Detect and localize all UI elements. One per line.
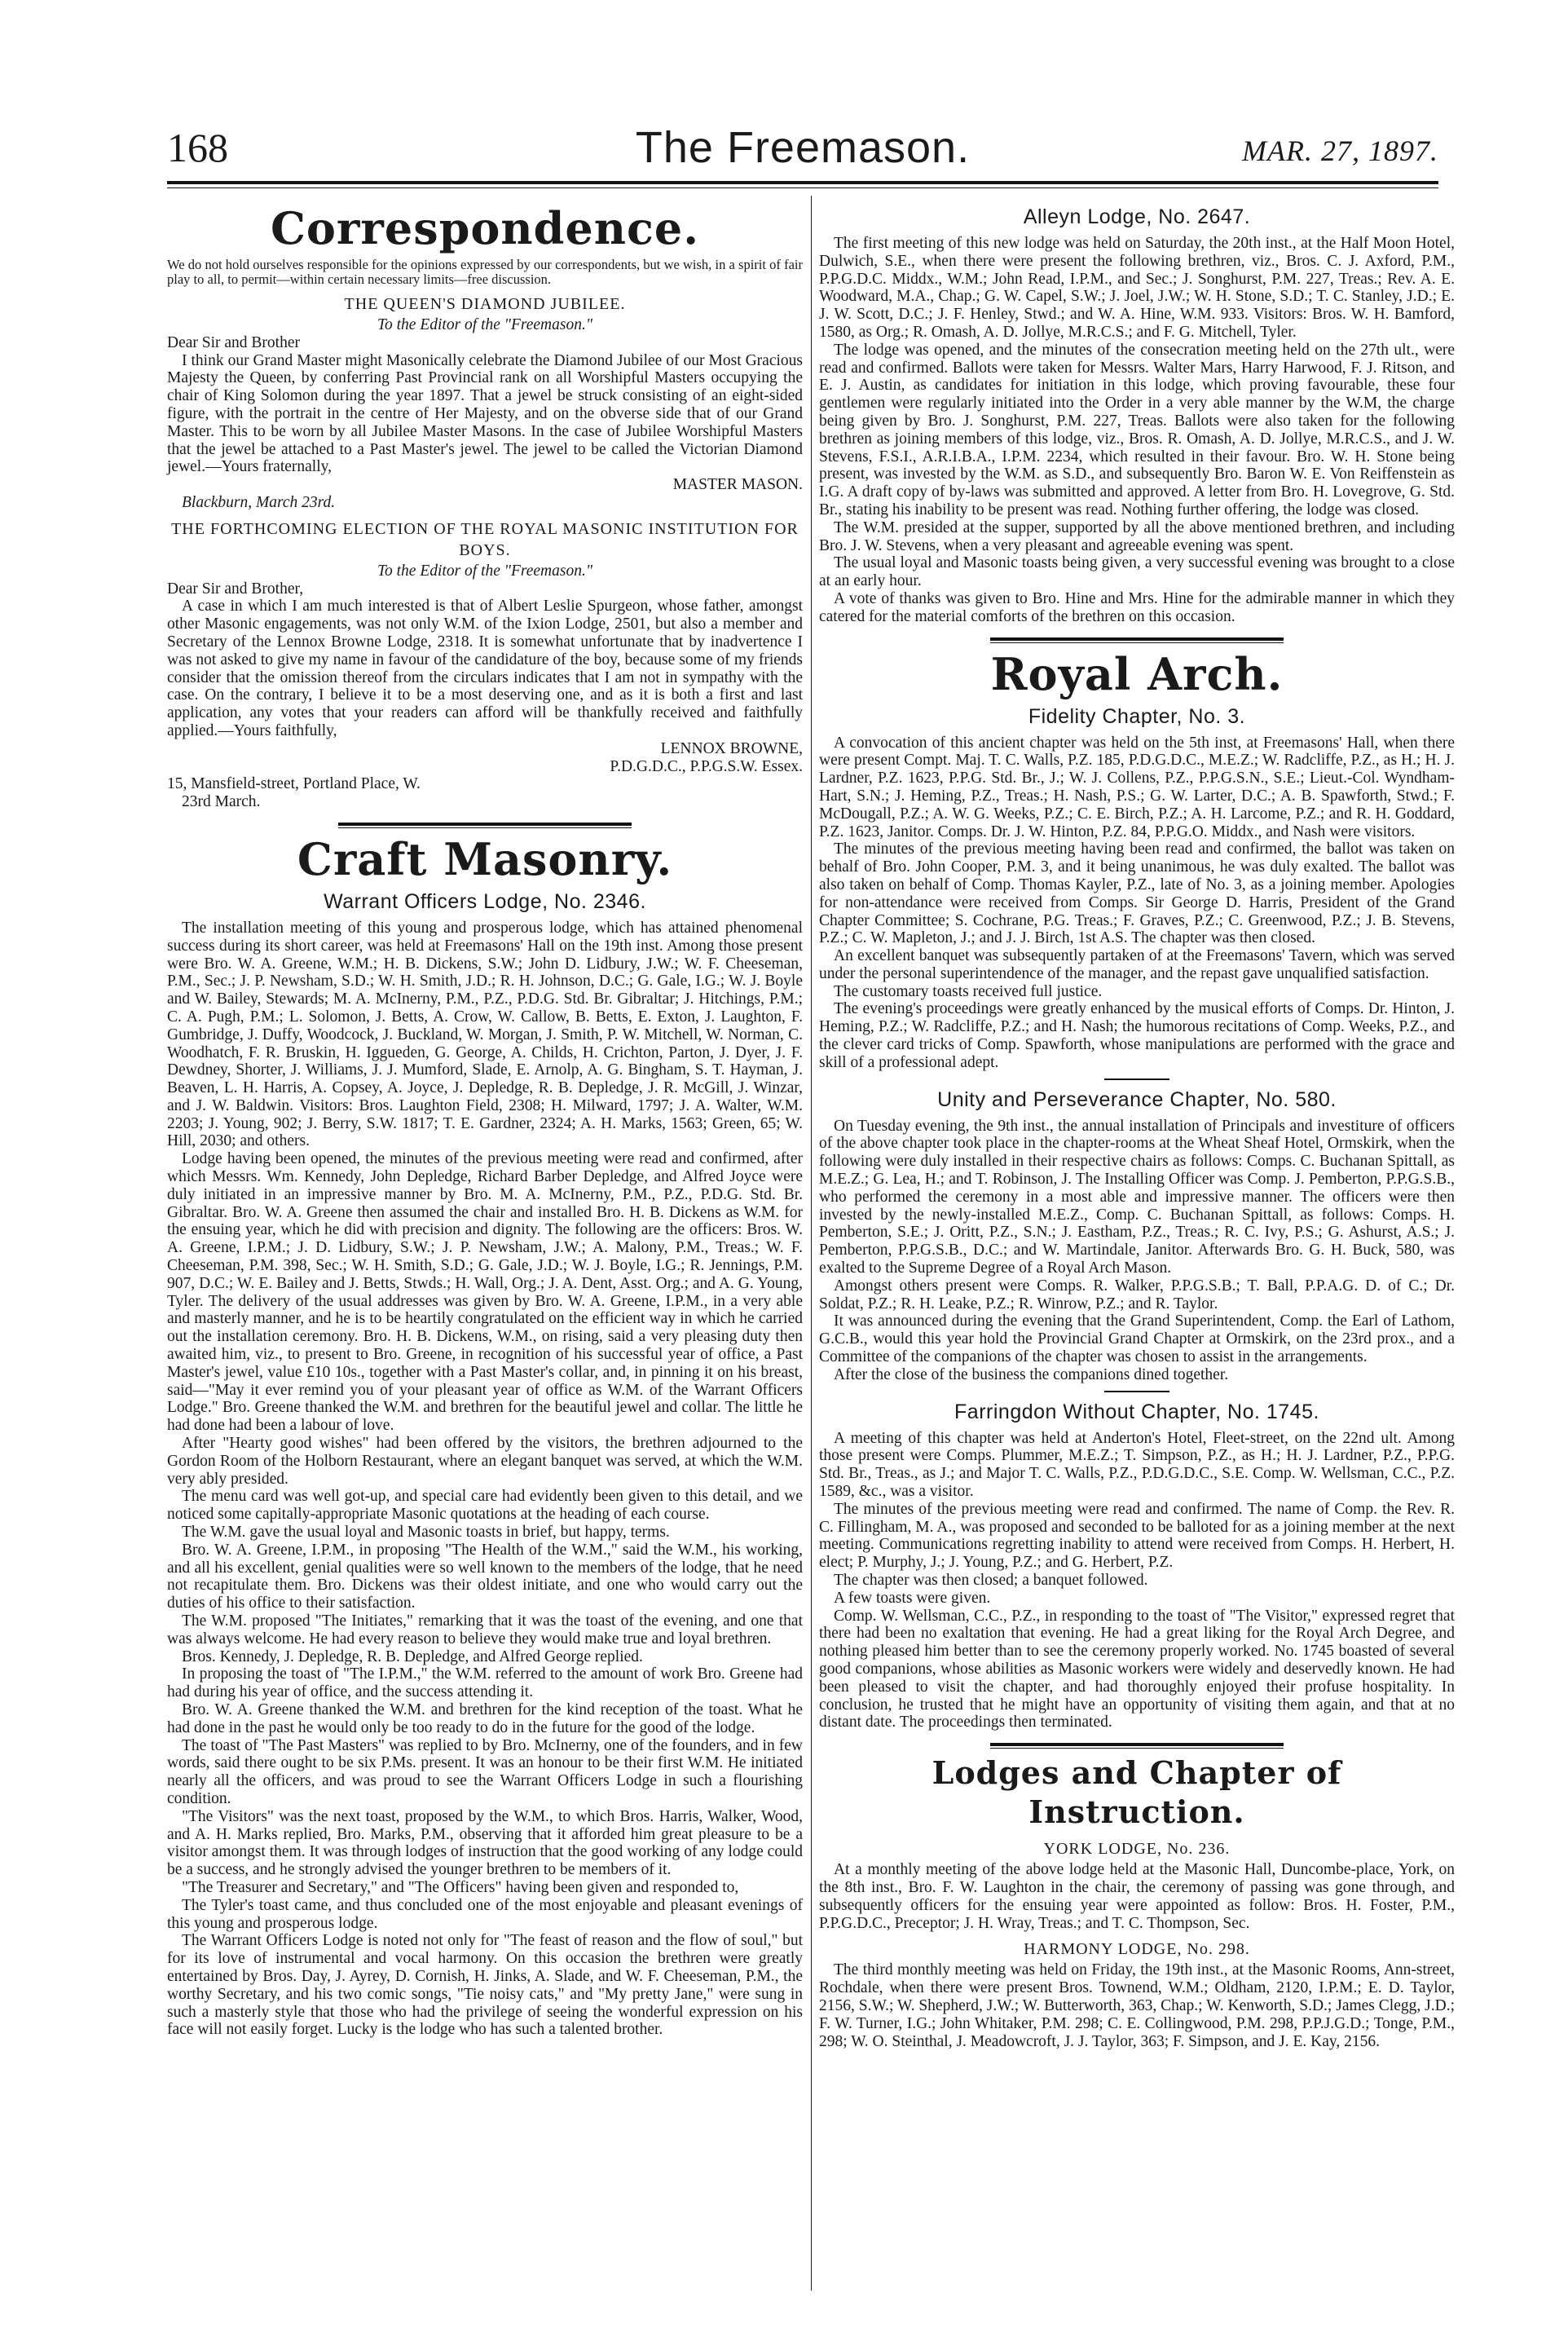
lodges-of-instruction-heading: Lodges and Chapter of Instruction. <box>932 1754 1342 1831</box>
paragraph: After the close of the business the companions dined together. <box>834 1365 1229 1383</box>
farringdon-chapter-title: Farringdon Without Chapter, No. 1745. <box>954 1400 1319 1423</box>
paragraph: Bro. W. A. Greene, I.P.M., in proposing "The Health of the W.M.," said the W.M., his working, and all his excellent, genial qualities were so well known to the members of the lodge, that he need not recapitulate them. Bro. Dickens was their oldest initiate, and one who would carry out the duties of his office to their satisfaction. <box>167 1541 803 1612</box>
unity-chapter-report <box>819 1118 1455 1384</box>
paragraph: "The Visitors" was the next toast, proposed by the W.M., to which Bros. Harris, Walker, Wood, and A. H. Marks replied, Bro. Marks, P.M., observing that it afforded him great pleasure to be a visitor amongst them. It was through lodges of instruction that the good working of any lodge could be a success, and he strongly advised the younger brethren to be members of it. <box>167 1807 803 1879</box>
alleyn-lodge-title: Alleyn Lodge, No. 2647. <box>1023 205 1251 228</box>
letter-place-date: Blackburn, March 23rd. <box>182 493 336 511</box>
letter-signature-rank: P.D.G.D.C., P.P.G.S.W. Essex. <box>610 757 803 775</box>
paragraph: The usual loyal and Masonic toasts being given, a very successful evening was brought to a close at an early hour. <box>819 554 1455 590</box>
paragraph: The evening's proceedings were greatly enhanced by the musical efforts of Comps. Dr. Hinton, J. Heming, P.Z.; W. Radcliffe, P.Z.; and H. Nash; the humorous recitations of Comp. Weeks, P.Z., and the clever card tricks of Comp. Spawforth, whose manipulations are performed with the grace and skill of a professional adept. <box>819 1000 1455 1071</box>
header-rule-thin <box>167 187 1438 188</box>
letter-date: 23rd March. <box>182 793 261 811</box>
unity-chapter-title: Unity and Perseverance Chapter, No. 580. <box>937 1087 1337 1111</box>
letter-to-editor: To the Editor of the "Freemason." <box>377 316 593 333</box>
column-divider <box>811 196 812 2291</box>
paragraph: The lodge was opened, and the minutes of the consecration meeting held on the 27th ult., were read and confirmed. Ballots were taken for Messrs. Walter Mars, Harry Harwood, F. J. Ritson, and E. J. Austin, as candidates for initiation in this lodge, which proving favourable, these four gentlemen were regularly initiated into the Order in a very able manner by the W.M, the charge being given by Bro. J. Songhurst, P.M. 227, Treas. Ballots were also taken for the following brethren as joining members of this lodge, viz., Bros. R. Omash, A. D. Jollye, M.R.C.S., and J. W. Stevens, F.S.I., A.R.I.B.A., I.P.M. 2234, which resulted in their favour. Bro. W. H. Stone being present, was invested by the W.M. as S.D., and subsequently Bro. Baron W. E. Von Reiffenstein as I.G. A draft copy of by-laws was submitted and approved. A letter from Bro. H. Lovegrove, G. Std. Br., stating his inability to be present was read. Nothing further offering, the lodge was closed. <box>819 341 1455 518</box>
correspondence-disclaimer: We do not hold ourselves responsible for the opinions expressed by our correspondents, but we wish, in a spirit of fair play to all, to permit—within certain necessary limits—free discussion. <box>167 257 803 287</box>
paragraph: A vote of thanks was given to Bro. Hine and Mrs. Hine for the admirable manner in which they catered for the material comforts of the brethren on this occasion. <box>819 589 1455 625</box>
section-rule-thin <box>990 1748 1284 1749</box>
section-rule <box>990 637 1284 641</box>
paragraph: Comp. W. Wellsman, C.C., P.Z., in responding to the toast of "The Visitor," expressed regret that there had been no exaltation that evening. He had a great liking for the Royal Arch Degree, and nothing pleased him better than to see the ceremony properly worked. No. 1745 boasted of several good companions, whose abilities as Masonic workers were widely and deservedly known. He had been pleased to visit the chapter, and had thoroughly enjoyed their profuse hospitality. In conclusion, he trusted that he might have an opportunity of visiting them again, and that at no distant date. The proceedings then terminated. <box>819 1607 1455 1731</box>
york-lodge-title: YORK LODGE, No. 236. <box>1043 1840 1231 1859</box>
section-rule-thin <box>990 642 1284 643</box>
paragraph: The chapter was then closed; a banquet followed. <box>834 1572 1148 1589</box>
paragraph: Bro. W. A. Greene thanked the W.M. and brethren for the kind reception of the toast. What he had done in the past he would only be too ready to do in the future for the good of the lodge. <box>167 1700 803 1736</box>
letter-signature: MASTER MASON. <box>672 476 803 494</box>
article-rule <box>1104 1391 1169 1392</box>
article-rule <box>1104 1078 1169 1080</box>
letter-salutation: Dear Sir and Brother, <box>167 580 304 598</box>
header-rule-thick <box>167 181 1438 184</box>
paragraph: The minutes of the previous meeting were read and confirmed. The name of Comp. the Rev. R. C. Fillingham, M. A., was proposed and seconded to be balloted for as a joining member at the next meeting. Communications regretting inability to attend were received from Comps. H. Herbert, H. elect; P. Murphy, J.; J. Young, P.Z.; and G. Herbert, P.Z. <box>819 1500 1455 1572</box>
paragraph: The Warrant Officers Lodge is noted not only for "The feast of reason and the flow of soul," but for its love of instrumental and vocal harmony. On this occasion the brethren were greatly entertained by Bros. Day, J. Ayrey, D. Cornish, H. Jinks, A. Slade, and W. F. Cheeseman, P.M., the worthy Secretary, and his two comic songs, "Tie noisy cats," and "My pretty Jane," were sung in such a masterly style that those who had the privilege of seeing the wonderful expression on his face will not easily forget. Lucky is the lodge who has such a talented brother. <box>167 1932 803 2039</box>
paragraph: The Tyler's toast came, and thus concluded one of the most enjoyable and pleasant evenings of this young and prosperous lodge. <box>167 1896 803 1932</box>
harmony-lodge-title: HARMONY LODGE, No. 298. <box>1024 1940 1250 1959</box>
masthead-title: The Freemason. <box>635 123 971 172</box>
paragraph: A few toasts were given. <box>834 1589 991 1607</box>
letter-to-editor: To the Editor of the "Freemason." <box>377 562 593 580</box>
page-number: 168 <box>167 125 228 170</box>
letter-body: A case in which I am much interested is that of Albert Leslie Spurgeon, whose father, amongst other Masonic engagements, was not only W.M. of the Ixion Lodge, 2501, but also a member and Secretary of the Lennox Browne Lodge, 2318. It is somewhat unfortunate that by inadvertence I was not asked to give my name in favour of the candidature of the boy, because some of my friends consider that the omission thereof from the circulars indicates that I am not in sympathy with the case. On the contrary, I believe it to be a most deserving one, and as it is both a first and last application, any votes that your readers can afford will be thankfully received and faithfully applied.—Yours faithfully, <box>167 598 803 739</box>
paragraph: In proposing the toast of "The I.P.M.," the W.M. referred to the amount of work Bro. Greene had had during his year of office, and the success attending it. <box>167 1665 803 1701</box>
letter-salutation: Dear Sir and Brother <box>167 333 300 351</box>
paragraph: A meeting of this chapter was held at Anderton's Hotel, Fleet-street, on the 22nd ult. Among those present were Comps. Plummer, M.E.Z.; T. Simpson, P.Z., as H.; H. J. Lardner, P.Z., P.P.G. Std. Br., Treas., as J.; and Major T. C. Walls, P.Z., P.D.G.D.C., S.E. Comp. W. Wellsman, C.C., P.Z. 1589, &c., was a visitor. <box>819 1429 1455 1501</box>
left-column <box>167 201 803 2039</box>
paragraph: The first meeting of this new lodge was held on Saturday, the 20th inst., at the Half Moon Hotel, Dulwich, S.E., when there were present the following brethren, viz., Bros. C. J. Axford, P.M., P.P.G.D.C. Middx., W.M.; John Read, I.P.M., and Sec.; J. Songhurst, P.M. 227, Treas.; Rev. A. E. Woodward, M.A., Chap.; G. W. Capel, S.W.; J. Joel, J.W.; W. H. Stone, S.D.; T. C. Stanley, J.D.; E. J. W. Scott, D.C.; J. F. Henley, Stwd.; and W. A. Hine, W.M. 933. Visitors: Bros. W. H. Bamford, 1580, as Org.; R. Omash, A. D. Jollye, M.R.C.S.; and F. G. Mitchell, Tyler. <box>819 235 1455 341</box>
york-lodge-report: At a monthly meeting of the above lodge held at the Masonic Hall, Duncombe-place, York, on the 8th inst., Bro. F. W. Laughton in the chair, the ceremony of passing was gone through, and subsequently officers for the ensuing year were appointed as follow: Bros. H. Foster, P.M., P.P.G.D.C., Preceptor; J. H. Wray, Treas.; and T. C. Thompson, Sec. <box>819 1861 1455 1932</box>
letter-body: I think our Grand Master might Masonically celebrate the Diamond Jubilee of our Most Gracious Majesty the Queen, by conferring Past Provincial rank on all Worshipful Masters occupying the chair of King Solomon during the year 1897. That a jewel be struck consisting of an eight-sided figure, with the portrait in the centre of Her Majesty, and on the obverse side that of our Grand Master. This to be worn by all Jubilee Master Masons. In the case of Jubilee Worshipful Masters that the jewel be attached to a Past Master's jewel. The jewel to be called the Victorian Diamond jewel.—Yours fraternally, <box>167 351 803 476</box>
paragraph: The toast of "The Past Masters" was replied to by Bro. McInerny, one of the founders, and in few words, said there ought to be six P.Ms. present. It was an honour to be their first W.M. He initiated nearly all the officers, and was proud to see the Warrant Officers Lodge in such a flourishing condition. <box>167 1736 803 1807</box>
letter-title: THE QUEEN'S DIAMOND JUBILEE. <box>344 295 626 313</box>
paragraph: The installation meeting of this young and prosperous lodge, which has attained phenomenal success during its short career, was held at Freemasons' Hall on the 19th inst. Among those present were Bro. W. A. Greene, W.M.; H. B. Dickens, S.W.; John D. Lidbury, J.W.; W. F. Cheeseman, P.M., Sec.; J. P. Newsham, S.D.; W. H. Smith, J.D.; R. H. Johnson, D.C.; G. Gale, I.G.; W. J. Boyle and W. Bailey, Stewards; M. A. McInerny, P.M., P.Z., P.D.G. Std. Br. Gibraltar; J. Hitchings, P.M.; C. A. Pugh, P.M.; L. Solomon, J. Betts, A. Crow, W. Callow, B. Betts, E. Exton, J. Laughton, F. Gumbridge, J. Duffy, Woodcock, J. Buckland, W. Morgan, J. Smith, P. W. Mitchell, W. Norman, C. Woodhatch, F. R. Bruskin, H. Iggueden, G. George, A. Childs, H. Crichton, Parton, J. Dyer, J. F. Dewdney, Shorter, J. Williams, J. J. Mumford, Slade, E. Arnolp, A. G. Bingham, S. T. Hayman, J. Beaven, L. H. Harris, A. Copsey, A. Joyce, J. Depledge, R. B. Depledge, J. R. McGill, J. Winzar, and J. W. Baldwin. Visitors: Bros. Laughton Field, 2308; H. Milward, 1797; J. A. Walter, W.M. 2203; J. Young, 902; J. Berry, S.W. 1817; T. E. Gardner, 2324; A. H. Marks, 1563; Green, 65; W. Hill, 2030; and others. <box>167 919 803 1150</box>
paragraph: After "Hearty good wishes" had been offered by the visitors, the brethren adjourned to the Gordon Room of the Holborn Restaurant, where an elegant banquet was served, at which the W.M. very ably presided. <box>167 1435 803 1488</box>
warrant-officers-title: Warrant Officers Lodge, No. 2346. <box>324 889 646 913</box>
paragraph: "The Treasurer and Secretary," and "The Officers" having been given and responded to, <box>182 1878 739 1896</box>
letter-title: THE FORTHCOMING ELECTION OF THE ROYAL MASONIC INSTITUTION FOR BOYS. <box>171 519 799 559</box>
paragraph: The customary toasts received full justice. <box>834 982 1103 1000</box>
royal-arch-heading: Royal Arch. <box>990 647 1284 700</box>
letter-signature: LENNOX BROWNE, <box>660 739 803 757</box>
paragraph: The W.M. gave the usual loyal and Masonic toasts in brief, but happy, terms. <box>182 1524 670 1542</box>
farringdon-chapter-report <box>819 1430 1455 1732</box>
paragraph: Bros. Kennedy, J. Depledge, R. B. Depledge, and Alfred George replied. <box>182 1648 643 1665</box>
warrant-officers-report <box>167 920 803 2039</box>
right-column <box>819 201 1455 2050</box>
paragraph: The minutes of the previous meeting having been read and confirmed, the ballot was taken on behalf of Bro. John Cooper, P.M. 3, and it being unanimous, he was duly exalted. The ballot was also taken on behalf of Comp. Thomas Kayler, P.Z., late of No. 3, as a joining member. Apologies for non-attendance were received from Comps. Sir George D. Harris, President of the Grand Chapter Committee; S. Cochrane, P.G. Treas.; F. Graves, P.Z.; C. Greenwood, P.Z.; J. B. Stevens, P.Z.; C. W. Mapleton, J.; and J. J. Birch, 1st A.S. The chapter was then closed. <box>819 840 1455 947</box>
paragraph: Lodge having been opened, the minutes of the previous meeting were read and confirmed, after which Messrs. Wm. Kennedy, John Depledge, Richard Barber Depledge, and Alfred Joyce were duly initiated in an impressive manner by Bro. M. A. McInerny, P.M., P.Z., P.D.G. Std. Br. Gibraltar. Bro. W. A. Greene then assumed the chair and installed Bro. H. B. Dickens as W.M. for the ensuing year, which he did with precision and dignity. The following are the officers: Bros. W. A. Greene, I.P.M.; J. D. Lidbury, S.W.; J. P. Newsham, J.W.; A. Malony, P.M., Treas.; W. F. Cheeseman, P.M. 398, Sec.; W. H. Smith, S.D.; G. Gale, J.D.; W. J. Boyle, I.G.; R. Jennings, P.M. 907, D.C.; W. E. Bailey and J. Betts, Stwds.; H. Wall, Org.; J. A. Dent, Asst. Org.; and A. G. Young, Tyler. The delivery of the usual addresses was given by Bro. W. A. Greene, I.P.M., in a very able and masterly manner, and he is to be heartily congratulated on the efficient way in which he carried out the installation ceremony. Bro. H. B. Dickens, W.M., on rising, said a very pleasing duty then awaited him, viz., to present to Bro. Greene, in recognition of his successful year of office, a Past Master's jewel, value £10 10s., together with a Past Master's collar, and, in pinning it on his breast, said—"May it ever remind you of your pleasant year of office as W.M. of the Warrant Officers Lodge." Bro. Greene thanked the W.M. and brethren for the beautiful jewel and collar. The little he had done had been a labour of love. <box>167 1150 803 1435</box>
paragraph: A convocation of this ancient chapter was held on the 5th inst, at Freemasons' Hall, when there were present Compt. Maj. T. C. Walls, P.Z. 185, P.D.G.D.C., M.E.Z.; W. Radcliffe, P.Z., as H.; H. J. Lardner, P.Z. 1623, P.P.G. Std. Br., J.; W. J. Collens, P.Z., P.P.G.S.N., S.E.; Lieut.-Col. Wyndham-Hart, S.N.; J. Heming, P.Z., Treas.; H. Nash, P.S.; G. W. Larter, D.C.; A. B. Spawforth, Stwd.; F. McDougall, P.Z.; A. W. G. Weeks, P.Z.; C. E. Birch, P.Z.; A. H. Larcome, P.Z.; and R. H. Goddard, P.Z. 1623, Janitor. Comps. Dr. J. W. Hinton, P.Z. 84, P.P.G.O. Middx., and Nash were visitors. <box>819 734 1455 840</box>
fidelity-chapter-report <box>819 734 1455 1072</box>
paragraph: An excellent banquet was subsequently partaken of at the Freemasons' Tavern, which was served under the personal superintendence of the manager, and the repast gave unqualified satisfaction. <box>819 947 1455 982</box>
section-rule <box>990 1743 1284 1746</box>
paragraph: The W.M. proposed "The Initiates," remarking that it was the toast of the evening, and one that was always welcome. He had every reason to believe they would make true and loyal brethren. <box>167 1612 803 1648</box>
alleyn-lodge-report <box>819 235 1455 626</box>
paragraph: It was announced during the evening that the Grand Superintendent, Comp. the Earl of Lathom, G.C.B., would this year hold the Provincial Grand Chapter at Ormskirk, on the 23rd prox., and a Committee of the companions of the chapter was chosen to assist in the arrangements. <box>819 1312 1455 1366</box>
letter-election <box>167 518 803 811</box>
page-header <box>167 122 1438 176</box>
issue-date: MAR. 27, 1897. <box>1242 135 1438 167</box>
letter-address: 15, Mansfield-street, Portland Place, W. <box>167 775 421 793</box>
paragraph: The W.M. presided at the supper, supported by all the above mentioned brethren, and including Bro. J. W. Stevens, when a very pleasant and agreeable evening was spent. <box>819 518 1455 554</box>
paragraph: Amongst others present were Comps. R. Walker, P.P.G.S.B.; T. Ball, P.P.A.G. D. of C.; Dr. Soldat, P.Z.; R. H. Leake, P.Z.; R. Winrow, P.Z.; and R. Taylor. <box>819 1277 1455 1312</box>
fidelity-chapter-title: Fidelity Chapter, No. 3. <box>1028 704 1246 728</box>
letter-jubilee <box>167 293 803 512</box>
paragraph: On Tuesday evening, the 9th inst., the annual installation of Principals and investiture of officers of the above chapter took place in the chapter-rooms at the Wheat Sheaf Hotel, Ormskirk, when the following were duly installed in their respective chairs as follows: Comps. C. Buchanan Spittall, as M.E.Z.; G. Lea, H.; and T. Robinson, J. The Installing Officer was Comp. J. Pemberton, P.P.G.S.B., who performed the ceremony in a most able and impressive manner. The officers were then invested by the newly-installed M.E.Z., Comp. C. Buchanan Spittall, as follows: Comps. H. Pemberton, S.E.; J. Oritt, P.Z., S.N.; J. Eastham, P.Z., Treas.; R. C. Ivy, P.S.; G. Ashurst, A.S.; J. Pemberton, P.P.G.S.B., D.C.; and W. Martindale, Janitor. Afterwards Bro. G. H. Buck, 580, was exalted to the Supreme Degree of a Royal Arch Mason. <box>819 1117 1455 1277</box>
craft-masonry-heading: Craft Masonry. <box>297 832 673 885</box>
harmony-lodge-report: The third monthly meeting was held on Friday, the 19th inst., at the Masonic Rooms, Ann-street, Rochdale, when there were present Bros. Townend, W.M.; Oldham, 2120, I.P.M.; E. D. Taylor, 2156, S.W.; W. Shepherd, J.W.; W. Butterworth, 363, Chap.; W. Kenworth, S.D.; James Clegg, J.D.; F. W. Turner, I.G.; John Whitaker, P.M. 298; C. E. Collingwood, P.M. 298, P.P.J.G.D.; Tonge, P.M., 298; W. O. Steinthal, J. Meadowcroft, J. J. Taylor, 363; F. Simpson, and J. E. Kay, 2156. <box>819 1961 1455 2050</box>
section-rule <box>338 823 632 826</box>
section-rule-thin <box>338 827 632 828</box>
correspondence-heading: Correspondence. <box>270 202 700 254</box>
paragraph: The menu card was well got-up, and special care had evidently been given to this detail, and we noticed some capitally-appropriate Masonic quotations at the heading of each course. <box>167 1488 803 1524</box>
